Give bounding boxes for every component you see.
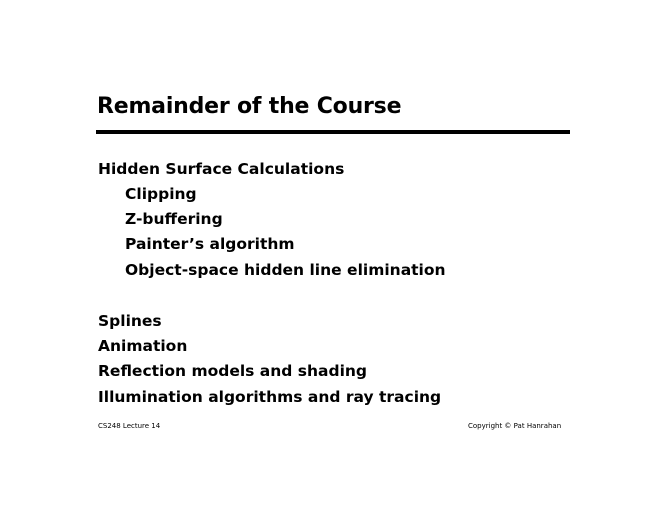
title-divider — [96, 130, 570, 134]
bullet-item-z-buffering: Z-buffering — [125, 210, 223, 228]
bullet-item-clipping: Clipping — [125, 185, 197, 203]
slide-title: Remainder of the Course — [97, 94, 402, 119]
list-item-splines: Splines — [98, 312, 162, 330]
list-item-reflection-models: Reflection models and shading — [98, 362, 368, 380]
footer-course-label: CS248 Lecture 14 — [98, 422, 161, 430]
list-item-animation: Animation — [98, 337, 188, 355]
bullet-item-painters-algorithm: Painter’s algorithm — [125, 235, 295, 253]
bullet-item-object-space: Object-space hidden line elimination — [125, 261, 446, 279]
section-heading-hidden-surface: Hidden Surface Calculations — [98, 160, 345, 178]
footer-copyright: Copyright © Pat Hanrahan — [468, 422, 562, 430]
list-item-illumination: Illumination algorithms and ray tracing — [98, 388, 442, 406]
